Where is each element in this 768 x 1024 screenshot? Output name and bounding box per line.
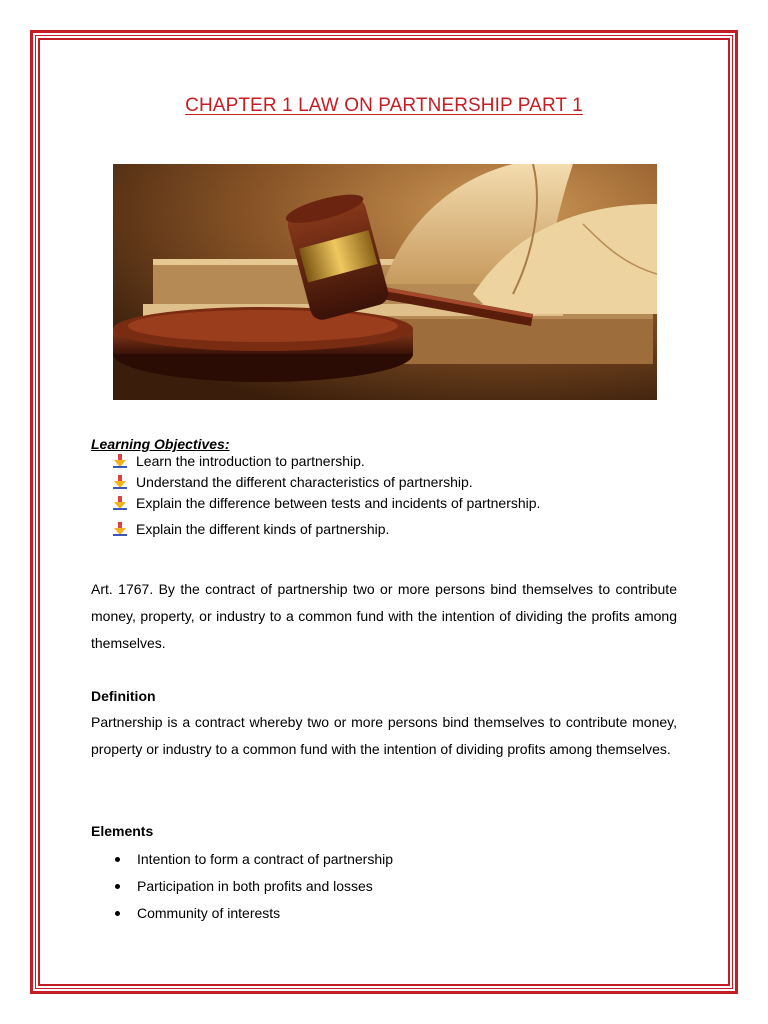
objective-item — [112, 474, 473, 490]
objective-text: Learn the introduction to partnership. — [136, 453, 365, 469]
arrow-down-icon — [112, 475, 128, 489]
objective-item — [112, 521, 389, 537]
objective-text: Understand the different characteristics of partnership. — [136, 474, 473, 490]
list-item — [112, 851, 393, 867]
arrow-down-icon — [112, 522, 128, 536]
chapter-title: CHAPTER 1 LAW ON PARTNERSHIP PART 1 — [185, 95, 583, 116]
arrow-down-icon — [112, 454, 128, 468]
objective-text: Explain the different kinds of partnership. — [136, 521, 390, 537]
objective-item — [112, 495, 540, 511]
list-item-text: Intention to form a contract of partnership — [137, 851, 394, 867]
arrow-down-icon — [112, 496, 128, 510]
definition-heading: Definition — [91, 688, 156, 704]
list-item-text: Participation in both profits and losses — [137, 878, 373, 894]
list-item-text: Community of interests — [137, 905, 281, 921]
elements-heading: Elements — [91, 823, 154, 839]
bullet-icon — [115, 884, 120, 889]
objective-text: Explain the difference between tests and incidents of partnership. — [136, 495, 541, 511]
learning-objectives-heading: Learning Objectives: — [91, 436, 230, 452]
article-paragraph: Art. 1767. By the contract of partnership two or more persons bind themselves to contribute money, property, or industry to a common fund with the intention of dividing the profits among themselves. — [91, 581, 677, 651]
list-item — [112, 905, 280, 921]
definition-paragraph: Partnership is a contract whereby two or more persons bind themselves to contribute money, property or industry to a common fund with the intention of dividing profits among themselves. — [91, 714, 677, 757]
bullet-icon — [115, 911, 120, 916]
list-item — [112, 878, 373, 894]
objective-item — [112, 453, 365, 469]
bullet-icon — [115, 857, 120, 862]
gavel-and-book-photo — [113, 164, 657, 400]
